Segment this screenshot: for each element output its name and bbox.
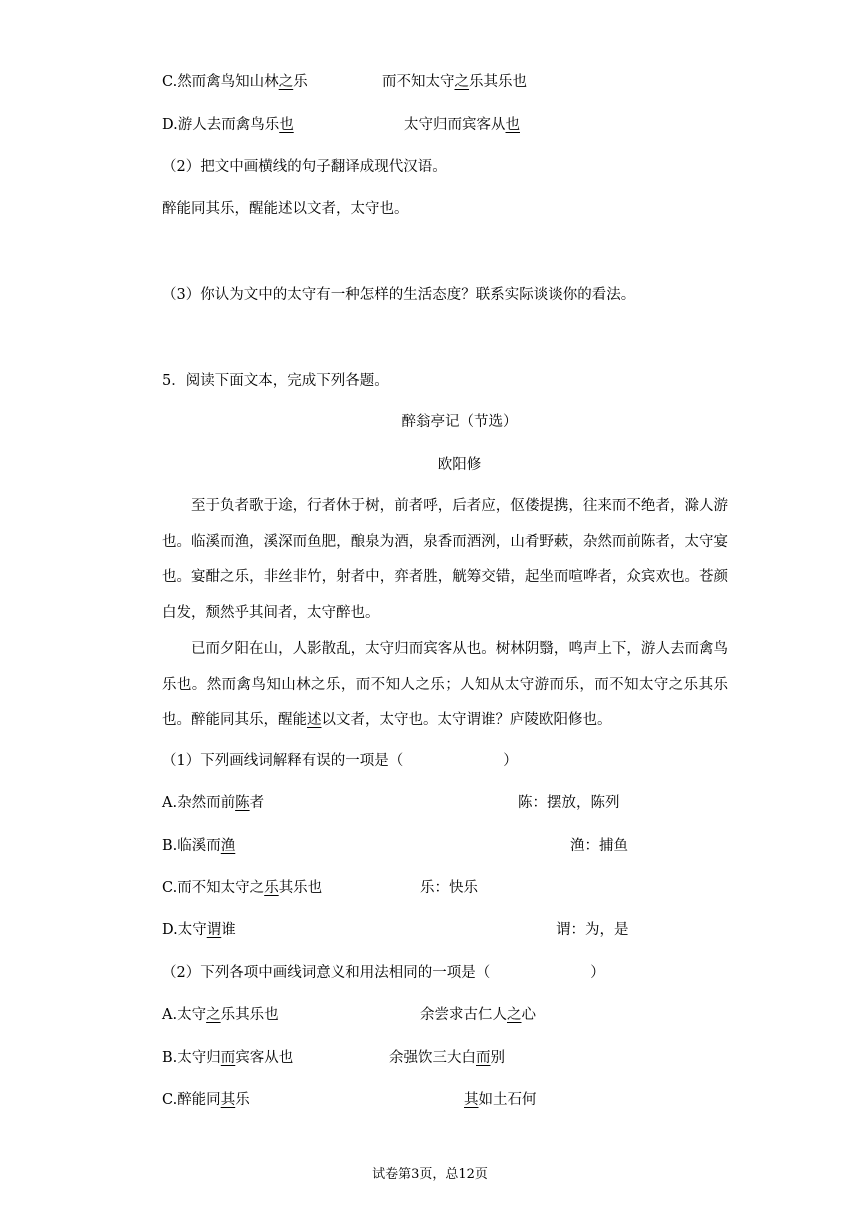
q5-1-option-d: D.太守谓谁	[162, 922, 236, 938]
question-5-1: （1）下列画线词解释有误的一项是（ ）	[162, 753, 518, 769]
translation-sentence: 醉能同其乐，醒能述以文者，太守也。	[162, 201, 409, 217]
q5-2-option-a: A.太守之乐其乐也	[162, 1007, 279, 1023]
passage-title: 醉翁亭记（节选）	[401, 414, 518, 430]
question-5-2: （2）下列各项中画线词意义和用法相同的一项是（ ）	[162, 965, 605, 981]
q5-1-option-b: B.临溪而渔	[162, 838, 236, 854]
q5-1-option-a: A.杂然而前陈者	[162, 795, 265, 811]
q5-2-option-c-right: 其如土石何	[464, 1092, 537, 1108]
question-4-3: （3）你认为文中的太守有一种怎样的生活态度？联系实际谈谈你的看法。	[162, 287, 636, 303]
q4-option-c-right: 而不知太守之乐其乐也	[382, 74, 527, 90]
q5-2-option-b: B.太守归而宾客从也	[162, 1050, 294, 1066]
q5-1-option-b-explanation: 渔：捕鱼	[570, 838, 628, 854]
passage-paragraph-2: 已而夕阳在山，人影散乱，太守归而宾客从也。树林阴翳，鸣声上下，游人去而禽鸟乐也。然而禽鸟知山林之乐，而不知人之乐；人知从太守游而乐，而不知太守之乐其乐也。醉能同其乐，醒能述以文者，太守也。太守谓谁？庐陵欧阳修也。	[162, 641, 728, 728]
q4-option-d-right: 太守归而宾客从也	[404, 117, 520, 133]
question-4-2: （2）把文中画横线的句子翻译成现代汉语。	[162, 159, 447, 175]
q4-option-d: D.游人去而禽鸟乐也	[162, 117, 294, 133]
q5-1-option-c-explanation: 乐：快乐	[420, 880, 478, 896]
q5-1-option-d-explanation: 谓：为，是	[556, 922, 629, 938]
q5-2-option-b-right: 余强饮三大白而别	[389, 1050, 505, 1066]
question-5-intro: 5．阅读下面文本，完成下列各题。	[162, 373, 389, 389]
passage-author: 欧阳修	[437, 457, 482, 473]
q4-option-c: C.然而禽鸟知山林之乐	[162, 74, 308, 90]
q5-1-option-a-explanation: 陈：摆放，陈列	[518, 795, 620, 811]
q5-2-option-c: C.醉能同其乐	[162, 1092, 250, 1108]
passage-paragraph-1: 至于负者歌于途，行者休于树，前者呼，后者应，伛偻提携，往来而不绝者，滁人游也。临溪而渔，溪深而鱼肥，酿泉为酒，泉香而酒洌，山肴野蔌，杂然而前陈者，太守宴也。宴酣之乐，非丝非竹，射者中，弈者胜，觥筹交错，起坐而喧哗者，众宾欢也。苍颜白发，颓然乎其间者，太守醉也。	[162, 498, 728, 621]
page-footer: 试卷第3页，总12页	[372, 1167, 488, 1182]
q5-2-option-a-right: 余尝求古仁人之心	[420, 1007, 536, 1023]
q5-1-option-c: C.而不知太守之乐其乐也	[162, 880, 323, 896]
